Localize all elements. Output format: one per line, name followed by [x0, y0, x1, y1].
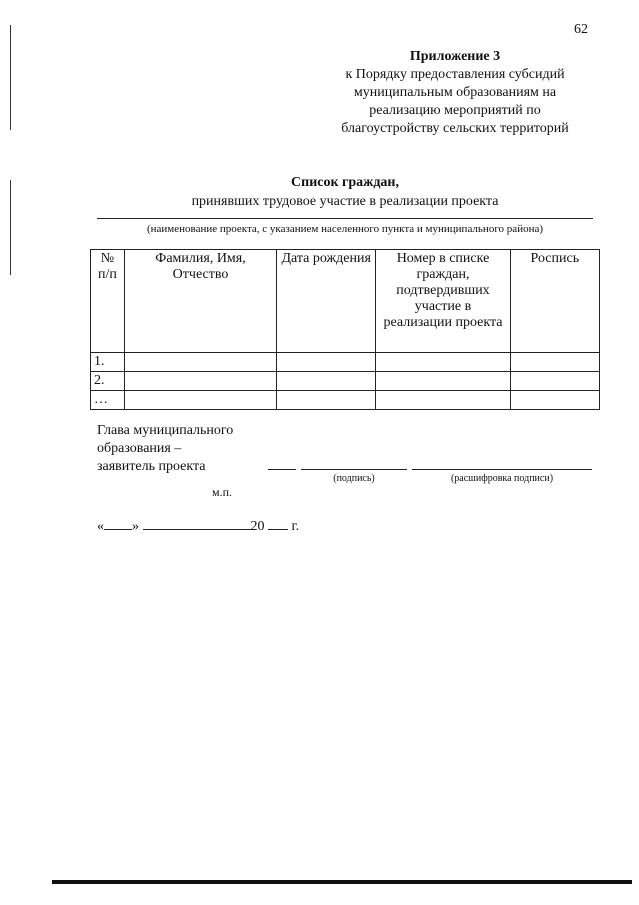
- page-number: 62: [574, 22, 588, 37]
- document-title: Список граждан,: [291, 175, 399, 190]
- signatory-line: заявитель проекта: [97, 459, 206, 474]
- year-blank: [268, 517, 288, 530]
- appendix-line: реализацию мероприятий по: [369, 103, 541, 118]
- header-birth-date: Дата рождения: [277, 250, 376, 353]
- table-row: [91, 372, 600, 391]
- appendix-line: благоустройству сельских территорий: [341, 121, 569, 136]
- table-row: [91, 391, 600, 410]
- project-name-caption: (наименование проекта, с указанием населенного пункта и муниципального района): [146, 223, 544, 235]
- appendix-line: к Порядку предоставления субсидий: [345, 67, 565, 82]
- date-open-quote: «: [97, 519, 104, 534]
- table-header-row: [91, 250, 600, 353]
- table-cell-number: …: [91, 391, 125, 410]
- footer-rule: [52, 880, 632, 884]
- month-blank: [143, 517, 251, 530]
- appendix-header: [320, 48, 590, 138]
- table-cell-number: 2.: [91, 372, 125, 391]
- seal-place: м.п.: [212, 485, 233, 499]
- table-cell: [277, 372, 376, 391]
- citizens-table: [90, 249, 600, 410]
- table-cell: [124, 391, 276, 410]
- table-cell: [376, 353, 510, 372]
- day-blank: [104, 517, 132, 530]
- margin-scan-mark-top: [10, 25, 11, 130]
- signature-short-line: [268, 469, 296, 470]
- table-cell: [124, 353, 276, 372]
- signatory-line: Глава муниципального: [97, 423, 234, 438]
- signature-decode-caption: (расшифровка подписи): [450, 473, 554, 484]
- signature-caption: (подпись): [333, 473, 375, 484]
- table-cell: [277, 353, 376, 372]
- table-cell: [510, 391, 599, 410]
- table-cell: [376, 372, 510, 391]
- appendix-line: муниципальным образованиям на: [353, 85, 557, 100]
- appendix-title: Приложение 3: [409, 49, 501, 64]
- table-cell: [124, 372, 276, 391]
- table-cell-number: 1.: [91, 353, 125, 372]
- signature-decode-line: [412, 469, 592, 470]
- table-cell: [277, 391, 376, 410]
- date-line: [97, 517, 299, 535]
- header-full-name: Фамилия, Имя, Отчество: [124, 250, 276, 353]
- document-heading: [90, 173, 600, 211]
- table-cell: [510, 353, 599, 372]
- date-close-quote: »: [132, 519, 139, 534]
- signatory-line: образования –: [97, 441, 182, 456]
- header-number: № п/п: [91, 250, 125, 353]
- signatory-block: [97, 422, 233, 476]
- year-suffix: г.: [291, 519, 300, 534]
- project-name-line: [97, 218, 593, 219]
- header-list-number: Номер в списке граждан, подтвердивших участие в реализации проекта: [376, 250, 510, 353]
- signature-line: [301, 469, 407, 470]
- year-prefix: 20: [250, 519, 265, 534]
- table-cell: [376, 391, 510, 410]
- table-row: [91, 353, 600, 372]
- header-signature: Роспись: [510, 250, 599, 353]
- table-cell: [510, 372, 599, 391]
- document-subtitle: принявших трудовое участие в реализации проекта: [191, 194, 499, 209]
- margin-scan-mark-middle: [10, 180, 11, 275]
